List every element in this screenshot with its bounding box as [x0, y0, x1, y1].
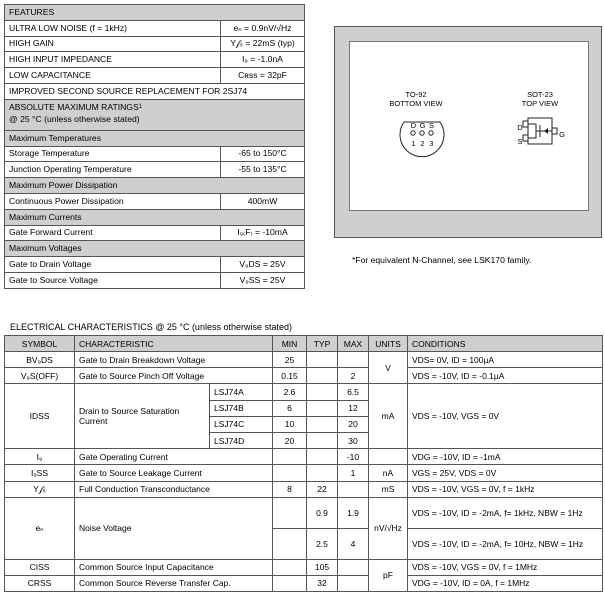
table-row [5, 449, 603, 465]
sot23-pin-d: D [517, 123, 523, 132]
to92-pin-number: 1 [411, 141, 416, 148]
features-table [4, 4, 305, 289]
electrical-table [4, 335, 603, 592]
section-header: Maximum Currents [5, 209, 305, 225]
replacement-note: IMPROVED SECOND SOURCE REPLACEMENT FOR 2SJ74 [5, 83, 305, 99]
sot23-title: SOT-23 [527, 90, 553, 99]
footnote-marker: 1 [138, 103, 143, 110]
rating-label: Gate to Source Voltage [5, 272, 221, 288]
conditions-cell: VDS = -10V, VGS = 0V, f = 1kHz [408, 481, 603, 497]
part-cell: LSJ74B [210, 400, 273, 416]
col-conditions: CONDITIONS [408, 336, 603, 352]
conditions-cell: VGS = 25V, VDS = 0V [408, 465, 603, 481]
characteristic-cell: Gate to Source Leakage Current [75, 465, 273, 481]
rating-row [5, 272, 305, 288]
max-cell: 1.9 [338, 497, 369, 528]
symbol-cell: CRSS [5, 575, 75, 591]
conditions-cell: VDS = -10V, ID = -2mA, f= 1kHz, NBW = 1Hz [408, 497, 603, 528]
characteristic-cell: Common Source Reverse Transfer Cap. [75, 575, 273, 591]
characteristic-cell: Noise Voltage [75, 497, 273, 559]
section-header: Maximum Voltages [5, 241, 305, 257]
min-cell [273, 528, 307, 559]
feature-value: eₙ = 0.9nV/√Hz [221, 20, 305, 36]
min-cell [273, 559, 307, 575]
max-cell: 6.5 [338, 384, 369, 400]
to92-label [386, 90, 446, 108]
rating-value: I₉₍F₎ = -10mA [221, 225, 305, 241]
conditions-cell: VDS = -10V, VGS = 0V [408, 384, 603, 449]
sot23-label [510, 90, 570, 108]
symbol-cell: eₙ [5, 497, 75, 559]
typ-cell [307, 352, 338, 368]
min-cell [273, 449, 307, 465]
rating-value: 400mW [221, 193, 305, 209]
table-row [5, 497, 603, 528]
feature-row [5, 68, 305, 84]
typ-cell [307, 384, 338, 400]
symbol-cell: Y𝒻ₛ [5, 481, 75, 497]
symbol-cell: CISS [5, 559, 75, 575]
col-characteristic: CHARACTERISTIC [75, 336, 273, 352]
table-row [5, 465, 603, 481]
feature-row [5, 20, 305, 36]
max-cell: 20 [338, 416, 369, 432]
col-max: MAX [338, 336, 369, 352]
table-row [5, 368, 603, 384]
features-header: FEATURES [5, 5, 305, 21]
max-cell [338, 575, 369, 591]
min-cell: 10 [273, 416, 307, 432]
equivalent-note: *For equivalent N-Channel, see LSK170 family. [352, 255, 532, 265]
typ-cell: 0.9 [307, 497, 338, 528]
units-cell: V [369, 352, 408, 384]
min-cell [273, 575, 307, 591]
rating-value: -65 to 150°C [221, 146, 305, 162]
rating-row [5, 225, 305, 241]
units-cell: nV/√Hz [369, 497, 408, 559]
min-cell [273, 497, 307, 528]
max-cell: 1 [338, 465, 369, 481]
abs-max-title: ABSOLUTE MAXIMUM RATINGS [9, 101, 139, 112]
table-row [5, 575, 603, 591]
conditions-cell: VDS = -10V, VGS = 0V, f = 1MHz [408, 559, 603, 575]
table-row [5, 559, 603, 575]
table-row [5, 481, 603, 497]
typ-cell [307, 432, 338, 448]
feature-label: HIGH GAIN [5, 36, 221, 52]
typ-cell: 22 [307, 481, 338, 497]
typ-cell: 105 [307, 559, 338, 575]
sot23-pin-g: G [559, 130, 565, 139]
section-header: Maximum Temperatures [5, 130, 305, 146]
max-cell: 2 [338, 368, 369, 384]
rating-label: Gate Forward Current [5, 225, 221, 241]
feature-label: ULTRA LOW NOISE (f = 1kHz) [5, 20, 221, 36]
max-cell [338, 352, 369, 368]
min-cell: 25 [273, 352, 307, 368]
to92-title: TO-92 [405, 90, 427, 99]
units-cell: nA [369, 465, 408, 481]
feature-value: Y𝒻ₛ = 22mS (typ) [221, 36, 305, 52]
characteristic-cell: Gate to Drain Breakdown Voltage [75, 352, 273, 368]
to92-pin-d: D [410, 121, 417, 130]
rating-row [5, 146, 305, 162]
min-cell: 2.6 [273, 384, 307, 400]
max-cell: -10 [338, 449, 369, 465]
part-cell: LSJ74D [210, 432, 273, 448]
rating-value: V₉DS = 25V [221, 257, 305, 273]
to92-pin-g: G [419, 121, 426, 130]
to92-pin-number: 2 [420, 141, 425, 148]
symbol-cell: IDSS [5, 384, 75, 449]
rating-value: -55 to 135°C [221, 162, 305, 178]
typ-cell: 2.5 [307, 528, 338, 559]
rating-label: Junction Operating Temperature [5, 162, 221, 178]
sot23-pin-s: S [517, 137, 523, 146]
rating-row [5, 193, 305, 209]
max-cell: 4 [338, 528, 369, 559]
feature-value: I₉ = -1.0nA [221, 52, 305, 68]
max-cell [338, 559, 369, 575]
part-cell: LSJ74A [210, 384, 273, 400]
max-cell [338, 481, 369, 497]
to92-subtitle: BOTTOM VIEW [389, 99, 443, 108]
sot23-subtitle: TOP VIEW [521, 99, 559, 108]
typ-cell [307, 449, 338, 465]
conditions-cell: VDS = -10V, ID = -0.1µA [408, 368, 603, 384]
symbol-cell: I₉SS [5, 465, 75, 481]
units-cell: mS [369, 481, 408, 497]
min-cell: 8 [273, 481, 307, 497]
conditions-cell: VDS = -10V, ID = -2mA, f= 10Hz, NBW = 1Hz [408, 528, 603, 559]
feature-label: HIGH INPUT IMPEDANCE [5, 52, 221, 68]
abs-max-header [5, 99, 305, 130]
feature-row [5, 36, 305, 52]
typ-cell [307, 368, 338, 384]
part-cell: LSJ74C [210, 416, 273, 432]
characteristic-cell: Drain to Source Saturation Current [75, 384, 210, 449]
table-header-row [5, 336, 603, 352]
col-symbol: SYMBOL [5, 336, 75, 352]
min-cell [273, 465, 307, 481]
symbol-cell: I₉ [5, 449, 75, 465]
typ-cell: 32 [307, 575, 338, 591]
characteristic-cell: Full Conduction Transconductance [75, 481, 273, 497]
rating-row [5, 257, 305, 273]
rating-label: Gate to Drain Voltage [5, 257, 221, 273]
package-panel [334, 26, 602, 238]
col-min: MIN [273, 336, 307, 352]
section-header: Maximum Power Dissipation [5, 178, 305, 194]
max-cell: 12 [338, 400, 369, 416]
rating-value: V₉SS = 25V [221, 272, 305, 288]
conditions-cell: VDS= 0V, ID = 100µA [408, 352, 603, 368]
units-cell [369, 449, 408, 465]
characteristic-cell: Gate Operating Current [75, 449, 273, 465]
conditions-cell: VDG = -10V, ID = -1mA [408, 449, 603, 465]
min-cell: 20 [273, 432, 307, 448]
package-drawing-area [349, 41, 589, 211]
feature-label: LOW CAPACITANCE [5, 68, 221, 84]
electrical-title: ELECTRICAL CHARACTERISTICS @ 25 °C (unless otherwise stated) [10, 322, 292, 332]
rating-label: Continuous Power Dissipation [5, 193, 221, 209]
characteristic-cell: Common Source Input Capacitance [75, 559, 273, 575]
conditions-cell: VDG = -10V, ID = 0A, f = 1MHz [408, 575, 603, 591]
units-cell: pF [369, 559, 408, 591]
to92-pin-s: S [428, 121, 434, 130]
typ-cell [307, 416, 338, 432]
feature-value: Cʀss = 32pF [221, 68, 305, 84]
rating-row [5, 162, 305, 178]
table-row [5, 384, 603, 400]
col-typ: TYP [307, 336, 338, 352]
units-cell: mA [369, 384, 408, 449]
table-row [5, 352, 603, 368]
symbol-cell: BV₉DS [5, 352, 75, 368]
feature-row [5, 52, 305, 68]
typ-cell [307, 465, 338, 481]
characteristic-cell: Gate to Source Pinch Off Voltage [75, 368, 273, 384]
abs-max-subtitle: @ 25 °C (unless otherwise stated) [9, 113, 140, 124]
max-cell: 30 [338, 432, 369, 448]
rating-label: Storage Temperature [5, 146, 221, 162]
col-units: UNITS [369, 336, 408, 352]
symbol-cell: V₉S(OFF) [5, 368, 75, 384]
min-cell: 0.15 [273, 368, 307, 384]
to92-pin-number: 3 [429, 141, 434, 148]
min-cell: 6 [273, 400, 307, 416]
typ-cell [307, 400, 338, 416]
